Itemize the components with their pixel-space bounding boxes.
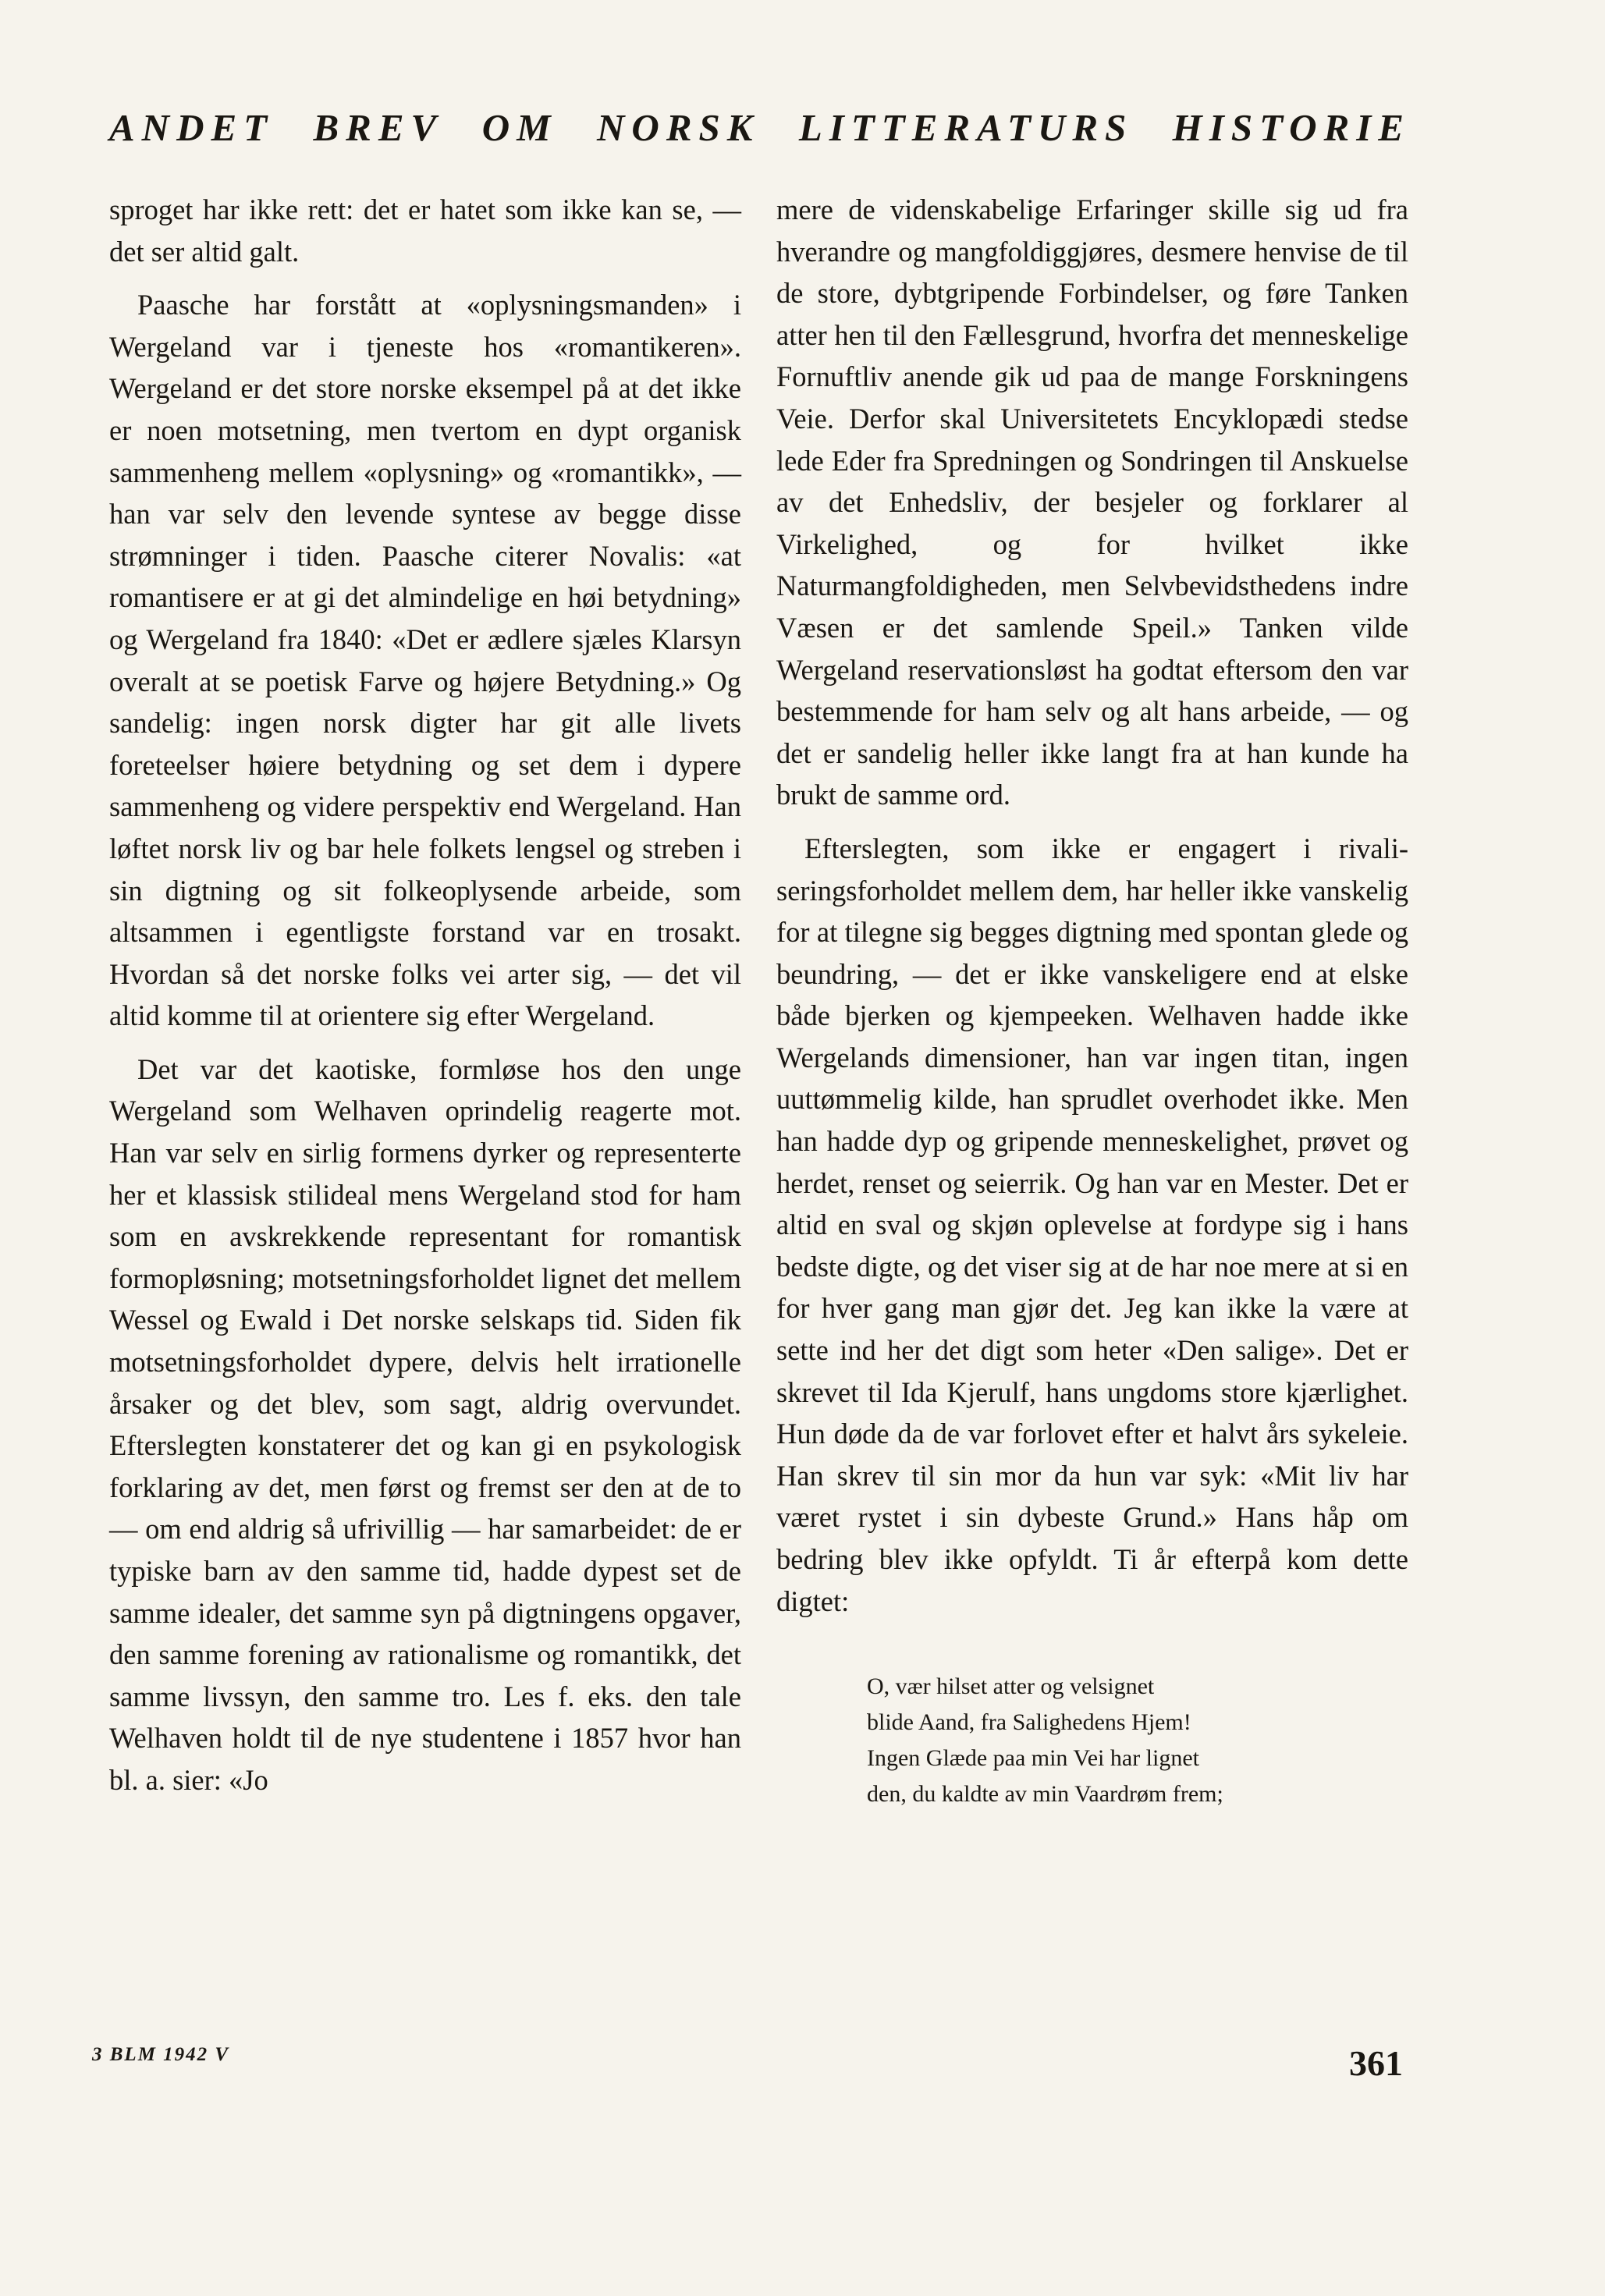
body-paragraph: Efterslegten, som ikke er engagert i rivaliseringsforholdet mellem dem, har heller ikke vanskelig for at tilegne sig begges digtning med spontan glede og beundring, — det er ikke vanskeligere end at elske både bjerken og kjempeeken. Welhaven hadde ikke Wergelands dimensioner, han var ingen titan, ingen uuttømmelig kilde, han sprudlet overhodet ikke. Men han hadde dyp og gripende menneskelighet, prøvet og herdet, renset og seierrik. Og han var en Mester. Det er altid en sval og skjøn oplevelse at fordype sig i hans bedste digte, og det viser sig at de har noe mere at si en for hver gang man gjør det. Jeg kan ikke la være at sette ind her det digt som heter «Den salige». Det er skrevet til Ida Kjerulf, hans ungdoms store kjærlighet. Hun døde da de var forlovet efter et halvt års sykeleie. Han skrev til sin mor da hun var syk: «Mit liv har været rystet i sin dybeste Grund.» Hans håp om bedring blev ikke opfyldt. Ti år efterpå kom dette digtet: xyxy=(776,832,1408,1617)
printer-signature: 3 BLM 1942 V xyxy=(92,2044,230,2065)
body-paragraph: Paasche har forstått at «oplysningsmanden» i Wergeland var i tjeneste hos «romantikeren». Wergeland er det store norske eksempel på at det ikke er noen motsetning, men tvertom en dypt organisk sammenheng mellem «oplysning» og «romantikk», — han var selv den levende syntese av begge disse strømninger i tiden. Paasche citerer Novalis: «at romantisere er at gi det almindelige en høi betydning» og Wergeland fra 1840: «Det er ædlere sjæles Klarsyn overalt at se poetisk Farve og højere Betydning.» Og sandelig: ingen norsk digter har git alle livets foreteelser høiere betydning og set dem i dypere sammenheng og videre perspektiv end Wergeland. Han løftet norsk liv og bar hele folkets lengsel og streben i sin digtning og sit folkeoplysende arbeide, som altsammen i egentligste forstand var en trosakt. Hvordan så det norske folks vei arter sig, — det vil altid komme til at orientere sig efter Wergeland. xyxy=(109,289,741,1032)
verse-line: Ingen Glæde paa min Vei har lignet xyxy=(867,1745,1200,1772)
right-column xyxy=(776,189,1408,1812)
running-title: ANDET BREV OM NORSK LITTERATURS HISTORIE xyxy=(109,106,1411,149)
body-paragraph: Det var det kaotiske, formløse hos den unge Wergeland som Welhaven oprindelig reagerte mot. Han var selv en sirlig formens dyrker og representerte her et klassisk stilideal mens Wergeland stod for ham som en avskrekkende representant for romantisk formopløsning; motsetningsforholdet lignet det mellem Wessel og Ewald i Det norske selskaps tid. Siden fik motsetningsforholdet dypere, delvis helt irrationelle årsaker og det blev, som sagt, aldrig overvundet. Efterslegten konstaterer det og kan gi en psykologisk forklaring av det, men først og fremst ser den at de to — om end aldrig så ufrivillig — har samarbeidet: de er typiske barn av den samme tid, hadde dypest set de samme idealer, det samme syn på digtningens opgaver, den samme forening av rationalisme og romantikk, det samme livssyn, den samme tro. Les f. eks. den tale Welhaven holdt til de nye studentene i 1857 hvor han bl. a. sier: «Jo xyxy=(109,1052,741,1796)
left-column xyxy=(109,189,741,1813)
poem-excerpt xyxy=(867,1669,1408,1812)
body-paragraph: sproget har ikke rett: det er hatet som ikke kan se, — det ser altid galt. xyxy=(109,193,741,268)
verse-line: blide Aand, fra Salighedens Hjem! xyxy=(867,1709,1191,1736)
verse-line: den, du kaldte av min Vaardrøm frem; xyxy=(867,1781,1223,1808)
body-paragraph: mere de videnskabelige Erfaringer skille sig ud fra hverandre og mangfoldiggjøres, desmere henvise de til de store, dybtgripende Forbindelser, og føre Tanken atter hen til den Fællesgrund, hvorfra det menneskelige Fornuftliv anende gik ud paa de mange Forskningens Veie. Derfor skal Universitetets Encyklopædi stedse lede Eder fra Spredningen og Sondringen til Anskuelse av det Enhedsliv, der besjeler og forklarer al Virkelighed, og for hvilket ikke Naturmangfoldigheden, men Selvbevidsthedens indre Væsen er det samlende Speil.» Tanken vilde Wergeland reservationsløst ha godtat eftersom den var bestemmende for ham selv og alt hans arbeide, — og det er sandelig heller ikke langt fra at han kunde ha brukt de samme ord. xyxy=(776,193,1408,811)
page-number: 361 xyxy=(1349,2043,1403,2083)
verse-line: O, vær hilset atter og velsignet xyxy=(867,1673,1155,1700)
